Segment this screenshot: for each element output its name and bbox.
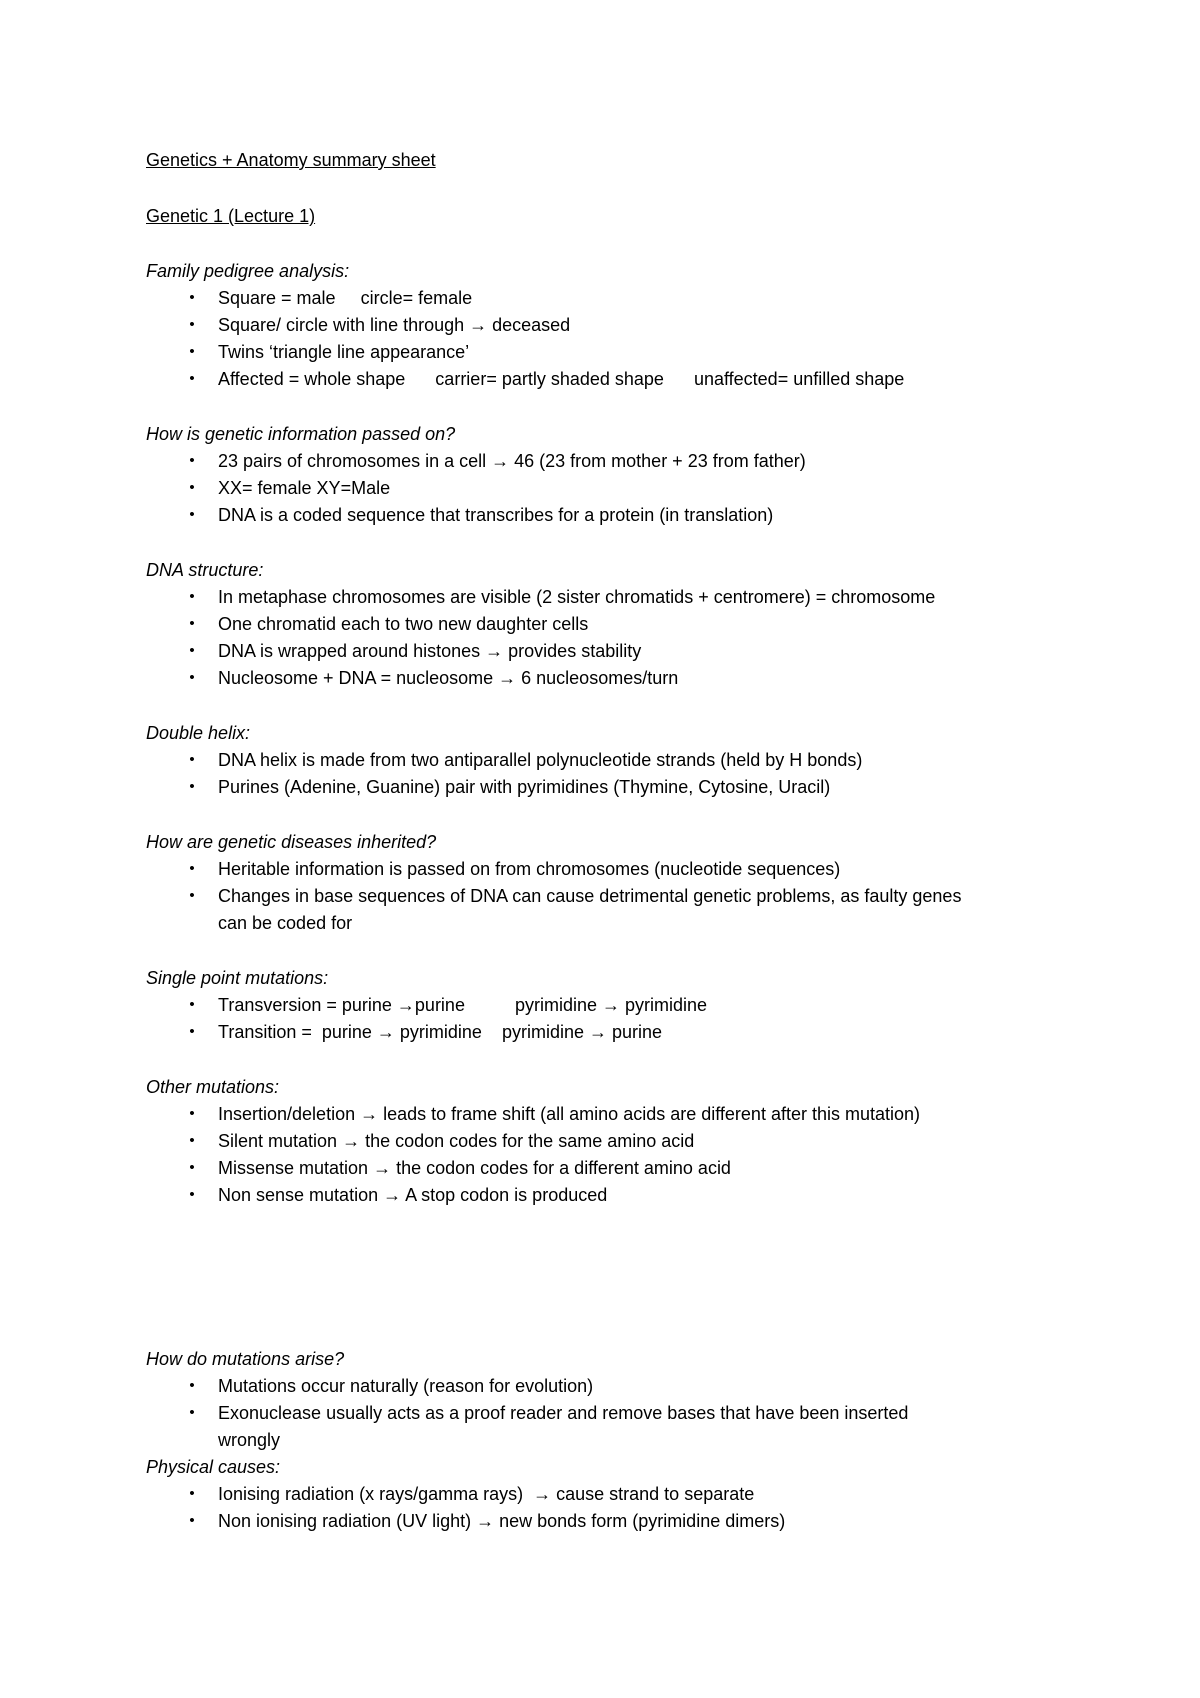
list-item: Insertion/deletion → leads to frame shift (all amino acids are different after this mutation) [218,1104,921,1124]
section-heading: Family pedigree analysis: [146,261,350,281]
bullet-icon: • [189,1132,195,1149]
list-item: DNA is a coded sequence that transcribes for a protein (in translation) [218,505,774,525]
list-item: Square = male circle= female [218,288,473,308]
bullet-icon: • [189,1377,195,1394]
bullet-icon: • [189,1186,195,1203]
list-item: In metaphase chromosomes are visible (2 sister chromatids + centromere) = chromosome [218,587,936,607]
list-item: Non sense mutation → A stop codon is produced [218,1185,608,1205]
list-item: Square/ circle with line through → deceased [218,315,571,335]
bullet-icon: • [189,370,195,387]
list-item: Purines (Adenine, Guanine) pair with pyrimidines (Thymine, Cytosine, Uracil) [218,777,831,797]
list-item: Silent mutation → the codon codes for the same amino acid [218,1131,695,1151]
bullet-icon: • [189,343,195,360]
section-heading: Double helix: [146,723,251,743]
bullet-icon: • [189,1105,195,1122]
section-heading: How do mutations arise? [146,1349,345,1369]
bullet-icon: • [189,316,195,333]
list-item: Mutations occur naturally (reason for evolution) [218,1376,594,1396]
bullet-icon: • [189,506,195,523]
list-item: One chromatid each to two new daughter cells [218,614,589,634]
bullet-icon: • [189,289,195,306]
section-heading: Physical causes: [146,1457,281,1477]
lecture-heading: Genetic 1 (Lecture 1) [146,206,316,226]
bullet-icon: • [189,479,195,496]
list-item: Non ionising radiation (UV light) → new bonds form (pyrimidine dimers) [218,1511,786,1531]
list-item: Ionising radiation (x rays/gamma rays) → cause strand to separate [218,1484,755,1504]
bullet-icon: • [189,452,195,469]
bullet-icon: • [189,1159,195,1176]
list-item-continuation: wrongly [218,1430,281,1450]
document-title: Genetics + Anatomy summary sheet [146,150,436,170]
list-item-continuation: can be coded for [218,913,353,933]
bullet-icon: • [189,778,195,795]
section-heading: Other mutations: [146,1077,280,1097]
list-item: Nucleosome + DNA = nucleosome → 6 nucleosomes/turn [218,668,679,688]
bullet-icon: • [189,751,195,768]
list-item: Missense mutation → the codon codes for a different amino acid [218,1158,731,1178]
list-item: DNA is wrapped around histones → provides stability [218,641,642,661]
bullet-icon: • [189,860,195,877]
list-item: DNA helix is made from two antiparallel polynucleotide strands (held by H bonds) [218,750,863,770]
bullet-icon: • [189,669,195,686]
list-item: 23 pairs of chromosomes in a cell → 46 (23 from mother + 23 from father) [218,451,806,471]
bullet-icon: • [189,1023,195,1040]
bullet-icon: • [189,642,195,659]
bullet-icon: • [189,887,195,904]
bullet-icon: • [189,588,195,605]
section-heading: Single point mutations: [146,968,329,988]
list-item: Exonuclease usually acts as a proof reader and remove bases that have been inserted [218,1403,909,1423]
list-item: Heritable information is passed on from chromosomes (nucleotide sequences) [218,859,841,879]
section-heading: How are genetic diseases inherited? [146,832,437,852]
bullet-icon: • [189,1485,195,1502]
list-item: Affected = whole shape carrier= partly shaded shape unaffected= unfilled shape [218,369,905,389]
bullet-icon: • [189,996,195,1013]
list-item: Transversion = purine →purine pyrimidine → pyrimidine [218,995,708,1015]
list-item: Transition = purine → pyrimidine pyrimidine → purine [218,1022,663,1042]
bullet-icon: • [189,1404,195,1421]
list-item: Changes in base sequences of DNA can cause detrimental genetic problems, as faulty genes [218,886,962,906]
list-item: Twins ‘triangle line appearance’ [218,342,470,362]
bullet-icon: • [189,1512,195,1529]
section-heading: DNA structure: [146,560,264,580]
list-item: XX= female XY=Male [218,478,391,498]
bullet-icon: • [189,615,195,632]
section-heading: How is genetic information passed on? [146,424,456,444]
